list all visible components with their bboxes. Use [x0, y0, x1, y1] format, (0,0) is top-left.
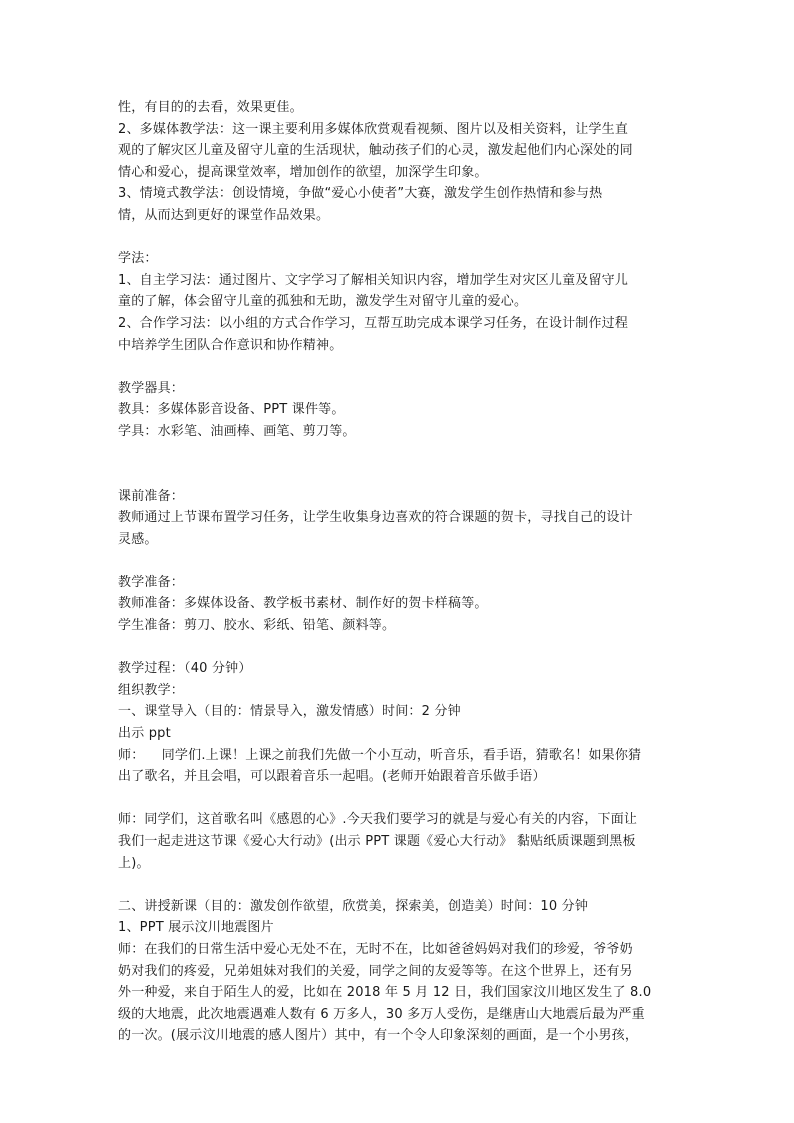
text-line: 出了歌名，并且会唱，可以跟着音乐一起唱。(老师开始跟着音乐做手语）: [118, 769, 546, 785]
blank-line: [118, 443, 678, 486]
section-heading: 教学准备：: [118, 574, 185, 590]
text-line: 观的了解灾区儿童及留守儿童的生活现状，触动孩子们的心灵，激发起他们内心深处的同: [118, 143, 633, 159]
text-line: 性，有目的的去看，效果更佳。: [118, 100, 303, 115]
blank-line: [118, 227, 678, 249]
text-line: 一、课堂导入（目的：情景导入，激发情感）时间：2 分钟: [118, 704, 461, 720]
text-line: 师：在我们的日常生活中爱心无处不在，无时不在，比如爸爸妈妈对我们的珍爱，爷爷奶: [118, 941, 633, 957]
section-heading: 课前准备：: [118, 488, 185, 504]
text-line: 情心和爱心，提高课堂效率，增加创作的欲望，加深学生印象。: [118, 164, 488, 180]
text-line: 级的大地震，此次地震遇难人数有 6 万多人，30 多万人受伤，是继唐山大地震后最为严重: [118, 1006, 645, 1022]
text-line: 1、PPT 展示汶川地震图片: [118, 920, 274, 936]
section-heading: 学法：: [118, 251, 158, 267]
text-line: 教师准备：多媒体设备、教学板书素材、制作好的贺卡样稿等。: [118, 596, 488, 612]
text-line: 教具：多媒体影音设备、PPT 课件等。: [118, 402, 345, 418]
text-line: 出示 ppt: [118, 726, 171, 742]
text-line: 学具：水彩笔、油画棒、画笔、剪刀等。: [118, 423, 356, 439]
text-line: 奶对我们的疼爱，兄弟姐妹对我们的关爱，同学之间的友爱等等。在这个世界上，还有另: [118, 963, 633, 979]
text-line: 师： 同学们.上课！上课之前我们先做一个小互动，听音乐，看手语，猜歌名！如果你猜: [118, 747, 642, 763]
text-line: 师：同学们，这首歌名叫《感恩的心》.今天我们要学习的就是与爱心有关的内容，下面让: [118, 812, 638, 828]
text-line: 教师通过上节课布置学习任务，让学生收集身边喜欢的符合课题的贺卡，寻找自己的设计: [118, 510, 633, 526]
text-line: 3、情境式教学法：创设情境，争做“爱心小使者”大赛，激发学生创作热情和参与热: [118, 186, 603, 202]
text-line: 组织教学：: [118, 682, 185, 698]
blank-line: [118, 356, 678, 378]
section-heading: 教学过程：（40 分钟）: [118, 661, 252, 677]
text-line: 情，从而达到更好的课堂作品效果。: [118, 207, 330, 223]
text-line: 2、多媒体教学法：这一课主要利用多媒体欣赏观看视频、图片以及相关资料，让学生直: [118, 121, 629, 137]
blank-line: [118, 788, 678, 810]
text-line: 童的了解，体会留守儿童的孤独和无助，激发学生对留守儿童的爱心。: [118, 294, 528, 310]
text-line: 外一种爱，来自于陌生人的爱，比如在 2018 年 5 月 12 日，我们国家汶川地区发生了 8.0: [118, 985, 652, 1001]
text-line: 的一次。(展示汶川地震的感人图片）其中，有一个令人印象深刻的画面，是一个小男孩，: [118, 1028, 639, 1044]
text-line: 灵感。: [118, 531, 158, 547]
section-heading: 教学器具：: [118, 380, 185, 396]
text-line: 二、讲授新课（目的：激发创作欲望，欣赏美，探索美，创造美）时间：10 分钟: [118, 898, 589, 914]
blank-line: [118, 637, 678, 659]
blank-line: [118, 550, 678, 572]
text-line: 上)。: [118, 855, 150, 871]
document-body: [118, 97, 678, 1047]
text-line: 中培养学生团队合作意识和协作精神。: [118, 337, 343, 353]
blank-line: [118, 874, 678, 896]
text-line: 我们一起走进这节课《爱心大行动》(出示 PPT 课题《爱心大行动》 黏贴纸质课题到黑板: [118, 834, 636, 849]
text-line: 学生准备：剪刀、胶水、彩纸、铅笔、颜料等。: [118, 618, 396, 634]
text-line: 1、自主学习法：通过图片、文字学习了解相关知识内容，增加学生对灾区儿童及留守儿: [118, 272, 629, 288]
text-line: 2、合作学习法：以小组的方式合作学习，互帮互助完成本课学习任务，在设计制作过程: [118, 315, 629, 331]
